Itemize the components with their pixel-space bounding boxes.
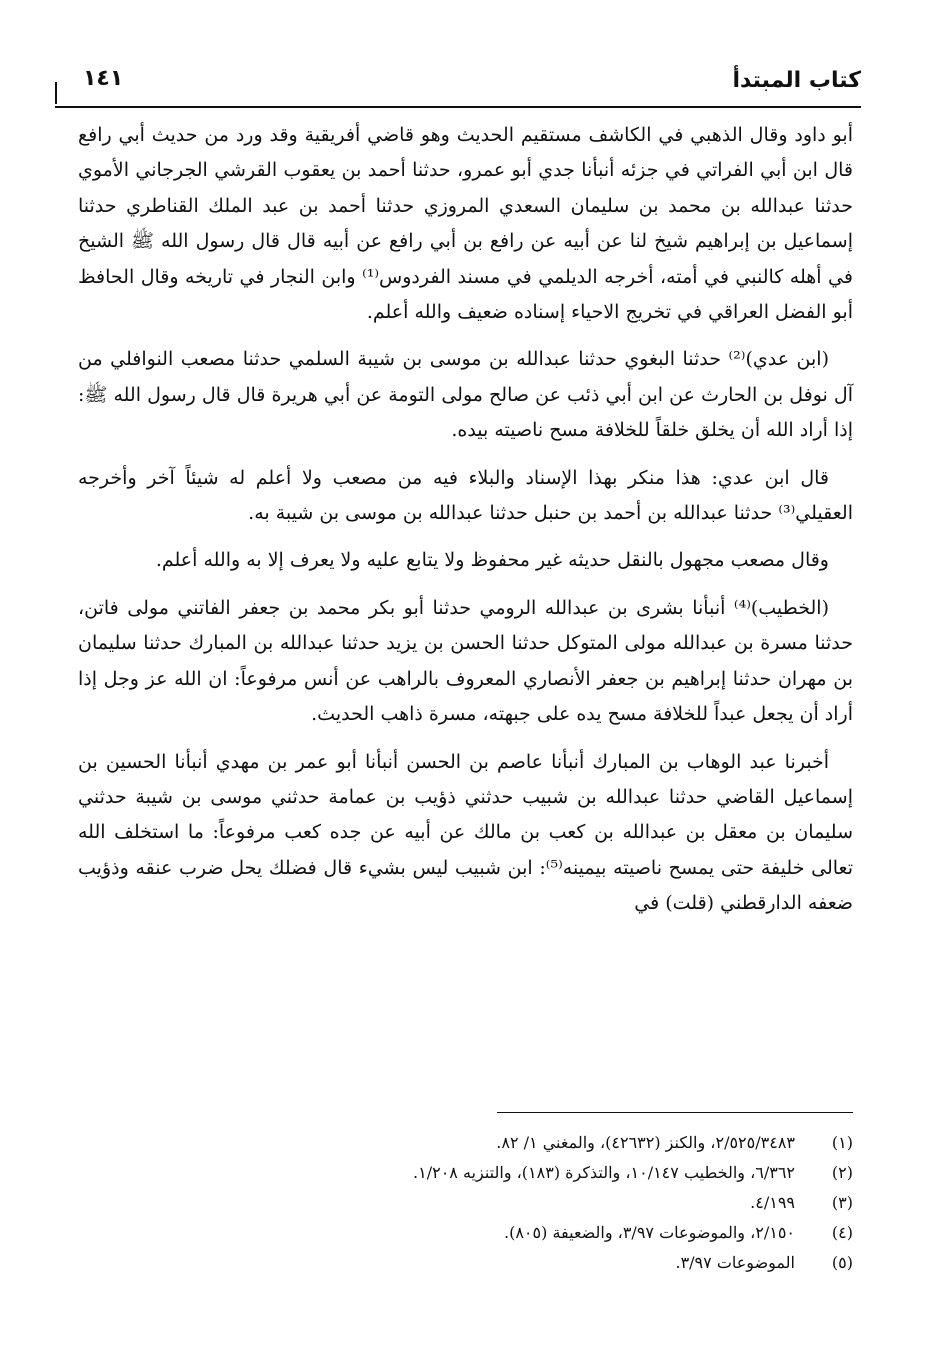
footnote-text: ٢/٥٢٥/٣٤٨٣، والكنز (٤٢٦٣٢)، والمغني ١/ ٨٢. [496, 1133, 795, 1152]
page-header [55, 62, 861, 102]
footnote-number: (٤) [831, 1223, 853, 1242]
footnotes [78, 1128, 853, 1278]
page-number: ١٤١ [83, 66, 124, 91]
paragraph: (ابن عدي)⁽²⁾ حدثنا البغوي حدثنا عبدالله بن موسى بن شيبة السلمي حدثنا مصعب النوافلي من آل نوفل بن الحارث عن ابن أبي ذئب عن صالح مولى التومة عن أبي هريرة قال قال رسول الله ﷺ: إذا أراد الله أن يخلق خلقاً للخلافة مسح ناصيته بيده. [78, 348, 853, 442]
footnote-text: الموضوعات ٣/٩٧. [675, 1253, 795, 1272]
paragraph: وقال مصعب مجهول بالنقل حديثه غير محفوظ ولا يتابع عليه ولا يعرف إلا به والله أعلم. [155, 549, 829, 572]
running-title: كتاب المبتدأ [732, 68, 861, 93]
margin-mark [55, 82, 57, 104]
footnote-number: (٥) [831, 1253, 853, 1272]
footnote-number: (١) [831, 1133, 853, 1152]
footnote-rule [497, 1112, 853, 1113]
footnote [78, 1128, 853, 1158]
footnote [78, 1218, 853, 1248]
footnote-text: ٦/٣٦٢، والخطيب ١٠/١٤٧، والتذكرة (١٨٣)، والتنزيه ١/٢٠٨. [413, 1163, 795, 1182]
paragraph: أخبرنا عبد الوهاب بن المبارك أنبأنا عاصم بن الحسن أنبأنا أبو عمر بن مهدي أنبأنا الحسين بن إسماعيل القاضي حدثنا عبدالله بن شبيب حدثني ذؤيب بن عمامة حدثني موسى بن شيبة حدثني سليمان بن معقل بن عبدالله بن كعب بن مالك عن أبيه عن جده كعب مرفوعاً: ما استخلف الله تعالى خليفة حتى يمسح ناصيته بيمينه⁽⁵⁾: ابن شبيب ليس بشيء قال فضلك يحل ضرب عنقه وذؤيب ضعفه الدارقطني (قلت) في [78, 750, 853, 915]
footnote-text: ٢/١٥٠، والموضوعات ٣/٩٧، والضعيفة (٨٠٥). [504, 1223, 795, 1242]
paragraph: قال ابن عدي: هذا منكر بهذا الإسناد والبلاء فيه من مصعب ولا أعلم له شيئاً آخر وأخرجه العقيلي⁽³⁾ حدثنا عبدالله بن أحمد بن حنبل حدثنا عبدالله بن موسى بن شيبة به. [78, 466, 853, 525]
paragraph: أبو داود وقال الذهبي في الكاشف مستقيم الحديث وهو قاضي أفريقية وقد ورد من حديث أبي رافع قال ابن أبي الفراتي في جزئه أنبأنا جدي أبو عمرو، حدثنا أحمد بن يعقوب القرشي الجرجاني الأموي حدثنا عبدالله بن محمد بن سليمان السعدي المروزي حدثنا أحمد بن عبد الملك القناطري حدثنا إسماعيل بن إبراهيم شيخ لنا عن أبيه عن رافع بن أبي رافع عن أبيه قال قال رسول الله ﷺ الشيخ في أهله كالنبي في أمته، أخرجه الديلمي في مسند الفردوس⁽¹⁾ وابن النجار في تاريخه وقال الحافظ أبو الفضل العراقي في تخريج الاحياء إسناده ضعيف والله أعلم. [78, 124, 853, 324]
footnote [78, 1158, 853, 1188]
header-rule [55, 106, 861, 108]
footnote [78, 1248, 853, 1278]
footnote [78, 1188, 853, 1218]
footnote-text: ٤/١٩٩. [750, 1193, 795, 1212]
paragraph: (الخطيب)⁽⁴⁾ أنبأنا بشرى بن عبدالله الرومي حدثنا أبو بكر محمد بن جعفر الفاتني مولى فاتن، حدثنا مسرة بن عبدالله مولى المتوكل حدثنا الحسن بن يزيد حدثنا عبدالله بن المبارك حدثنا سليمان بن مهران حدثنا إبراهيم بن جعفر الأنصاري المعروف بالراهب عن أنس مرفوعاً: ان الله عز وجل إذا أراد أن يجعل عبداً للخلافة مسح يده على جبهته، مسرة ذاهب الحديث. [78, 596, 853, 726]
main-text [78, 118, 853, 934]
footnote-number: (٢) [831, 1163, 853, 1182]
footnote-number: (٣) [831, 1193, 853, 1212]
